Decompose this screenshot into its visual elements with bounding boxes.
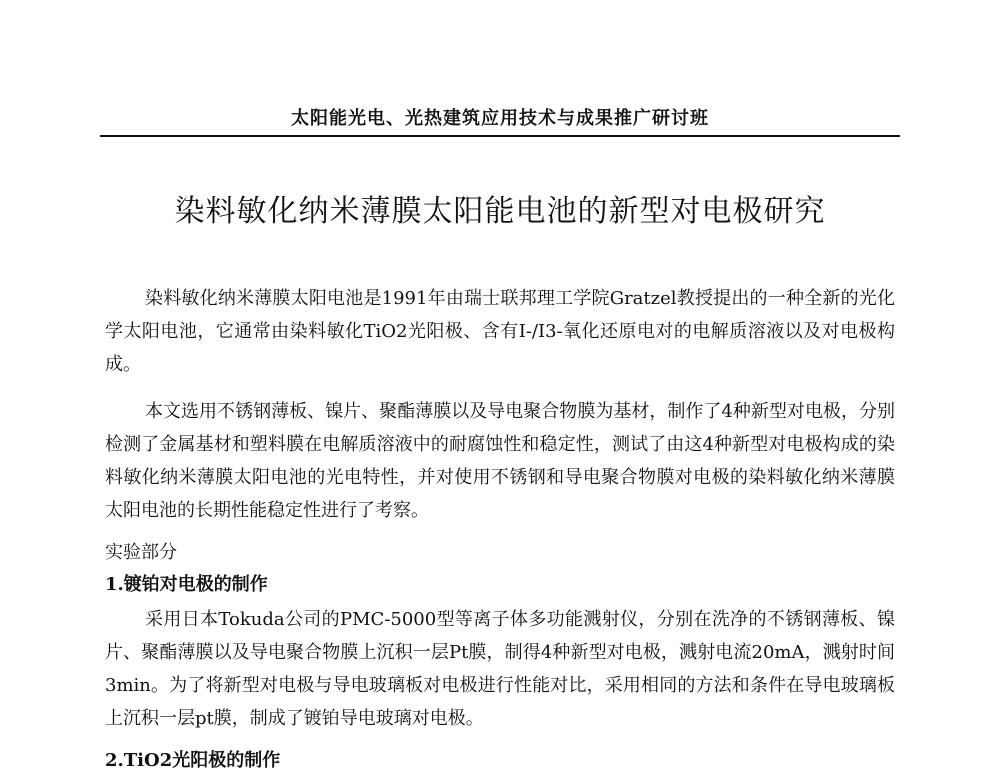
subsection-heading-electrode-fabrication: 1.镀铂对电极的制作 <box>105 574 268 595</box>
running-header: 太阳能光电、光热建筑应用技术与成果推广研讨班 <box>291 108 709 129</box>
paragraph-scope: 本文选用不锈钢薄板、镍片、聚酯薄膜以及导电聚合物膜为基材，制作了4种新型对电极，分别检测了金属基材和塑料膜在电解质溶液中的耐腐蚀性和稳定性，测试了由这4种新型对电极构成的染料敏化纳米薄膜太阳电池的光电特性，并对使用不锈钢和导电聚合物膜对电极的染料敏化纳米薄膜太阳电池的长期性能稳定性进行了考察。 <box>105 401 895 521</box>
paragraph-intro: 染料敏化纳米薄膜太阳电池是1991年由瑞士联邦理工学院Gratzel教授提出的一种全新的光化学太阳电池，它通常由染料敏化TiO2光阳极、含有I-/I3-氧化还原电对的电解质溶液以及对电极构成。 <box>105 288 895 375</box>
header-rule <box>100 135 900 137</box>
paper-title: 染料敏化纳米薄膜太阳能电池的新型对电极研究 <box>174 194 826 229</box>
section-label-experimental: 实验部分 <box>105 542 177 563</box>
paragraph-electrode-fabrication: 采用日本Tokuda公司的PMC-5000型等离子体多功能溅射仪，分别在洗净的不锈钢薄板、镍片、聚酯薄膜以及导电聚合物膜上沉积一层Pt膜，制得4种新型对电极，溅射电流20mA，溅射时间3min。为了将新型对电极与导电玻璃板对电极进行性能对比，采用相同的方法和条件在导电玻璃板上沉积一层pt膜，制成了镀铂导电玻璃对电极。 <box>105 609 895 729</box>
subsection-heading-photoanode-partial: 2.TiO2光阳极的制作 <box>105 750 281 771</box>
